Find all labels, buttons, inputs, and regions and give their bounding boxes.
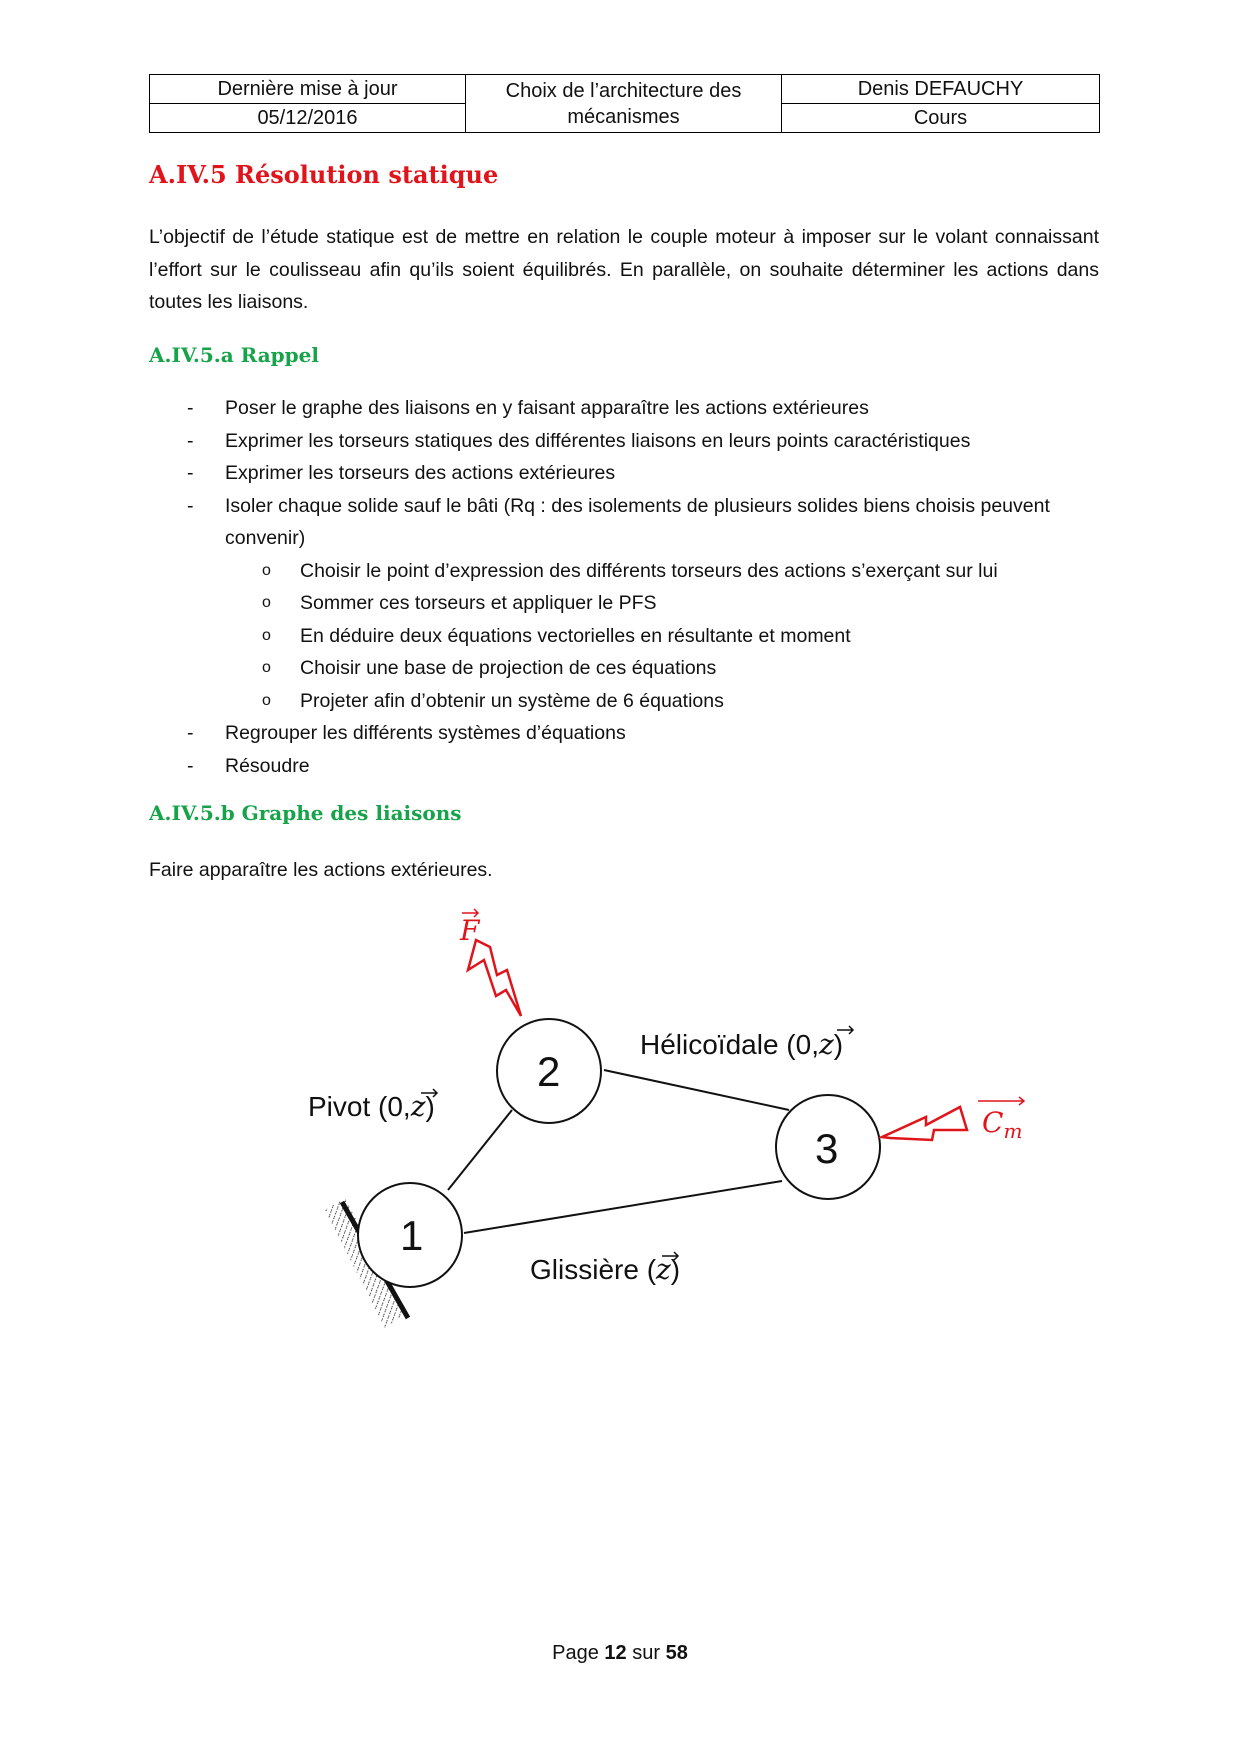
couple-vector-arrow — [978, 1097, 1024, 1105]
dash-bullet: - — [187, 754, 194, 777]
dash-bullet: - — [187, 494, 194, 517]
dash-bullet: - — [187, 462, 194, 484]
rappel-title: A.IV.5.a Rappel — [149, 343, 319, 367]
list-item: - Exprimer les torseurs des actions extérieures — [149, 457, 1099, 490]
sub-list-item: o En déduire deux équations vectorielles en résultante et moment — [149, 620, 1099, 653]
circle-bullet: o — [262, 691, 271, 709]
pivot-label: Pivot (0,z) — [308, 1090, 435, 1123]
link-pivot — [448, 1110, 512, 1190]
dash-bullet: - — [187, 429, 194, 452]
update-date: 05/12/2016 — [150, 104, 466, 133]
couple-label: $C_m$ — [982, 1106, 1023, 1143]
page-number: 12 — [604, 1642, 627, 1664]
circle-bullet: o — [262, 659, 271, 676]
link-glissiere — [464, 1181, 782, 1233]
sub-list-item: o Sommer ces torseurs et appliquer le PFS — [149, 587, 1099, 620]
list-item: - Isoler chaque solide sauf le bâti (Rq : des isolements de plusieurs solides biens choisis peuvent convenir) — [149, 490, 1099, 555]
dash-bullet: - — [187, 397, 194, 419]
page-total: 58 — [665, 1642, 688, 1664]
circle-bullet: o — [262, 594, 271, 611]
section-title: A.IV.5 Résolution statique — [149, 160, 499, 189]
sub-list-item: o Choisir le point d’expression des différents torseurs des actions s’exerçant sur lui — [149, 555, 1099, 588]
graphe-title: A.IV.5.b Graphe des liaisons — [149, 801, 462, 825]
node-2-label: 2 — [537, 1048, 561, 1095]
force-label: F — [460, 914, 480, 947]
sub-list-item: o Choisir une base de projection de ces équations — [149, 652, 1099, 685]
helicoidale-label: Hélicoïdale (0,z) — [640, 1028, 844, 1061]
last-update-label: Dernière mise à jour — [150, 75, 466, 104]
list-item: - Exprimer les torseurs statiques des différentes liaisons en leurs points caractéristiques — [149, 425, 1099, 458]
couple-lightning-icon — [882, 1107, 967, 1140]
circle-bullet: o — [262, 561, 271, 579]
dash-bullet: - — [187, 722, 194, 744]
list-item: - Poser le graphe des liaisons en y faisant apparaître les actions extérieures — [149, 392, 1099, 425]
force-lightning-icon — [468, 940, 521, 1016]
glissiere-label: Glissière (z) — [530, 1253, 681, 1286]
page-footer: Page 12 sur 58 — [552, 1642, 688, 1664]
graphe-instruction: Faire apparaître les actions extérieures. — [149, 859, 493, 881]
node-1-label: 1 — [400, 1212, 424, 1259]
list-item: - Résoudre — [149, 750, 1099, 783]
node-3-label: 3 — [815, 1125, 839, 1172]
circle-bullet: o — [262, 626, 271, 644]
sub-list-item: o Projeter afin d’obtenir un système de 6 équations — [149, 685, 1099, 718]
list-item: - Regrouper les différents systèmes d’équations — [149, 717, 1099, 750]
link-helicoidale — [604, 1070, 789, 1110]
document-title: Choix de l’architecture des mécanismes — [466, 75, 782, 133]
author: Denis DEFAUCHY — [782, 75, 1100, 104]
document-type: Cours — [782, 104, 1100, 133]
intro-paragraph: L’objectif de l’étude statique est de mettre en relation le couple moteur à imposer sur le volant connaissant l’effort sur le coulisseau afin qu’ils soient équilibrés. En parallèle, on souhaite déterminer les actions dans toutes les liaisons. — [149, 226, 1099, 313]
